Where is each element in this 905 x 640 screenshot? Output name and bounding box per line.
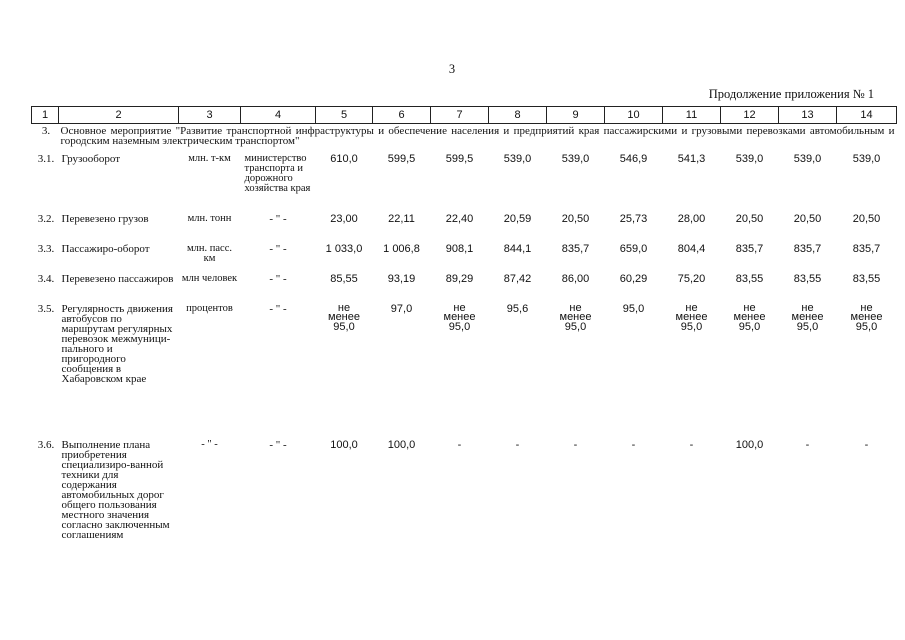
indicator-value: - xyxy=(805,438,810,451)
table-row xyxy=(32,242,897,272)
indicator-value: 659,0 xyxy=(619,242,648,255)
not-less-than-value: не менее 95,0 xyxy=(733,301,766,333)
indicator-value: 835,7 xyxy=(561,242,590,255)
indicator-value: 85,55 xyxy=(330,272,358,285)
responsible-executor: - " - xyxy=(269,242,287,255)
indicator-value xyxy=(779,302,837,438)
column-number-10: 10 xyxy=(605,107,663,124)
indicator-value xyxy=(721,302,779,438)
row-index: 3.6. xyxy=(37,438,55,451)
indicator-name: Пассажиро-оборот xyxy=(61,242,150,255)
indicator-value: 539,0 xyxy=(735,152,764,165)
indicator-value: 87,42 xyxy=(503,272,532,285)
indicator-name: Грузооборот xyxy=(61,152,121,165)
column-number-7: 7 xyxy=(431,107,489,124)
indicator-value: 835,7 xyxy=(852,242,881,255)
column-number-3: 3 xyxy=(179,107,241,124)
responsible-executor: министерство транспорта и дорожного хозяйства края xyxy=(244,152,311,194)
unit-of-measure: млн. т-км xyxy=(188,152,231,164)
column-number-8: 8 xyxy=(489,107,547,124)
row-index: 3.2. xyxy=(37,212,55,225)
row-index: 3.3. xyxy=(37,242,55,255)
indicator-name: Перевезено грузов xyxy=(61,212,149,225)
unit-of-measure: млн. пасс. км xyxy=(187,242,232,264)
indicator-value xyxy=(663,302,721,438)
indicator-value: 539,0 xyxy=(503,152,532,165)
table-row xyxy=(32,152,897,212)
indicator-value: 20,50 xyxy=(735,212,764,225)
indicator-value: 844,1 xyxy=(503,242,532,255)
indicator-value: 83,55 xyxy=(793,272,822,285)
column-number-1: 1 xyxy=(32,107,59,124)
indicator-value: 804,4 xyxy=(677,242,706,255)
indicator-value: 546,9 xyxy=(619,152,648,165)
indicator-value: 86,00 xyxy=(561,272,590,285)
indicator-value: 97,0 xyxy=(390,302,413,315)
column-number-2: 2 xyxy=(59,107,179,124)
indicator-value: 100,0 xyxy=(735,438,764,451)
column-number-6: 6 xyxy=(373,107,431,124)
table-row xyxy=(32,302,897,438)
indicator-value: 20,50 xyxy=(793,212,822,225)
indicator-value: 610,0 xyxy=(330,152,358,165)
indicator-value xyxy=(837,302,897,438)
indicator-value: 22,11 xyxy=(388,212,415,225)
column-number-12: 12 xyxy=(721,107,779,124)
column-number-11: 11 xyxy=(663,107,721,124)
indicator-value: 23,00 xyxy=(330,212,358,225)
indicator-value: 83,55 xyxy=(735,272,764,285)
indicator-value: 25,73 xyxy=(619,212,648,225)
unit-of-measure: млн человек xyxy=(181,272,238,284)
indicator-value: 83,55 xyxy=(852,272,881,285)
indicator-value: - xyxy=(573,438,578,451)
indicator-value: 541,3 xyxy=(677,152,706,165)
indicator-value xyxy=(316,302,373,438)
row-index: 3.4. xyxy=(37,272,55,285)
indicator-value: 22,40 xyxy=(445,212,474,225)
indicator-value: - xyxy=(515,438,520,451)
responsible-executor: - " - xyxy=(269,212,287,225)
not-less-than-value: не менее 95,0 xyxy=(850,301,883,333)
indicator-value: 20,50 xyxy=(561,212,590,225)
appendix-continuation-label: Продолжение приложения № 1 xyxy=(708,87,874,101)
indicator-value: - xyxy=(864,438,869,451)
indicator-value: 1 033,0 xyxy=(325,242,363,255)
indicator-value xyxy=(431,302,489,438)
not-less-than-value: не менее 95,0 xyxy=(559,301,592,333)
unit-of-measure: процентов xyxy=(186,302,233,314)
indicator-value: 95,0 xyxy=(622,302,645,315)
indicator-value: - xyxy=(631,438,636,451)
responsible-executor: - " - xyxy=(269,438,287,451)
indicator-value: 1 006,8 xyxy=(383,242,420,255)
indicator-value: 20,59 xyxy=(503,212,532,225)
indicator-value: 539,0 xyxy=(561,152,590,165)
indicator-value: 60,29 xyxy=(619,272,648,285)
indicator-value: 100,0 xyxy=(330,438,358,451)
indicator-value: 599,5 xyxy=(445,152,474,165)
indicator-value: 93,19 xyxy=(387,272,416,285)
indicator-value: - xyxy=(689,438,694,451)
page-number: 3 xyxy=(448,62,456,76)
responsible-executor: - " - xyxy=(269,302,287,315)
unit-of-measure: млн. тонн xyxy=(187,212,232,224)
indicator-name: Перевезено пассажиров xyxy=(61,272,174,285)
indicator-value: 89,29 xyxy=(445,272,474,285)
indicator-value: 100,0 xyxy=(387,438,416,451)
indicator-value: 75,20 xyxy=(677,272,706,285)
section-index: 3. xyxy=(41,125,51,137)
not-less-than-value: не менее 95,0 xyxy=(675,301,708,333)
table-row xyxy=(32,438,897,588)
indicator-value: 20,50 xyxy=(852,212,881,225)
column-number-14: 14 xyxy=(837,107,897,124)
not-less-than-value: не менее 95,0 xyxy=(328,301,360,333)
section-row xyxy=(32,124,897,152)
unit-of-measure: - " - xyxy=(201,438,218,450)
indicator-value: 835,7 xyxy=(735,242,764,255)
indicator-value: 539,0 xyxy=(852,152,881,165)
indicator-value: 95,6 xyxy=(506,302,529,315)
table-row xyxy=(32,212,897,242)
indicator-name: Выполнение плана приобретения специализиро-ванной техники для содержания автомобильных дорог общего пользования местного значения согласно заключенным соглашениям xyxy=(61,438,170,541)
not-less-than-value: не менее 95,0 xyxy=(443,301,476,333)
indicator-value xyxy=(547,302,605,438)
indicator-value: 835,7 xyxy=(793,242,822,255)
indicator-value: 908,1 xyxy=(445,242,474,255)
indicator-value: 28,00 xyxy=(677,212,706,225)
column-number-9: 9 xyxy=(547,107,605,124)
indicator-value: - xyxy=(457,438,462,451)
column-number-13: 13 xyxy=(779,107,837,124)
indicator-name: Регулярность движения автобусов по маршрутам регулярных перевозок межмуници-пального и пригородного сообщения в Хабаровском крае xyxy=(61,302,173,385)
table-row xyxy=(32,272,897,302)
row-index: 3.1. xyxy=(37,152,55,165)
not-less-than-value: не менее 95,0 xyxy=(791,301,824,333)
column-number-row xyxy=(32,107,897,124)
indicators-table xyxy=(31,106,897,588)
column-number-5: 5 xyxy=(316,107,373,124)
indicator-value: 539,0 xyxy=(793,152,822,165)
column-number-4: 4 xyxy=(241,107,316,124)
responsible-executor: - " - xyxy=(269,272,287,285)
section-title: Основное мероприятие "Развитие транспортной инфраструктуры и обеспечение населения и предприятий края пассажирскими и грузовыми перевозками автомобильным и городским наземным электрическим транспортом" xyxy=(60,125,895,147)
row-index: 3.5. xyxy=(37,302,55,315)
indicator-value: 599,5 xyxy=(387,152,416,165)
